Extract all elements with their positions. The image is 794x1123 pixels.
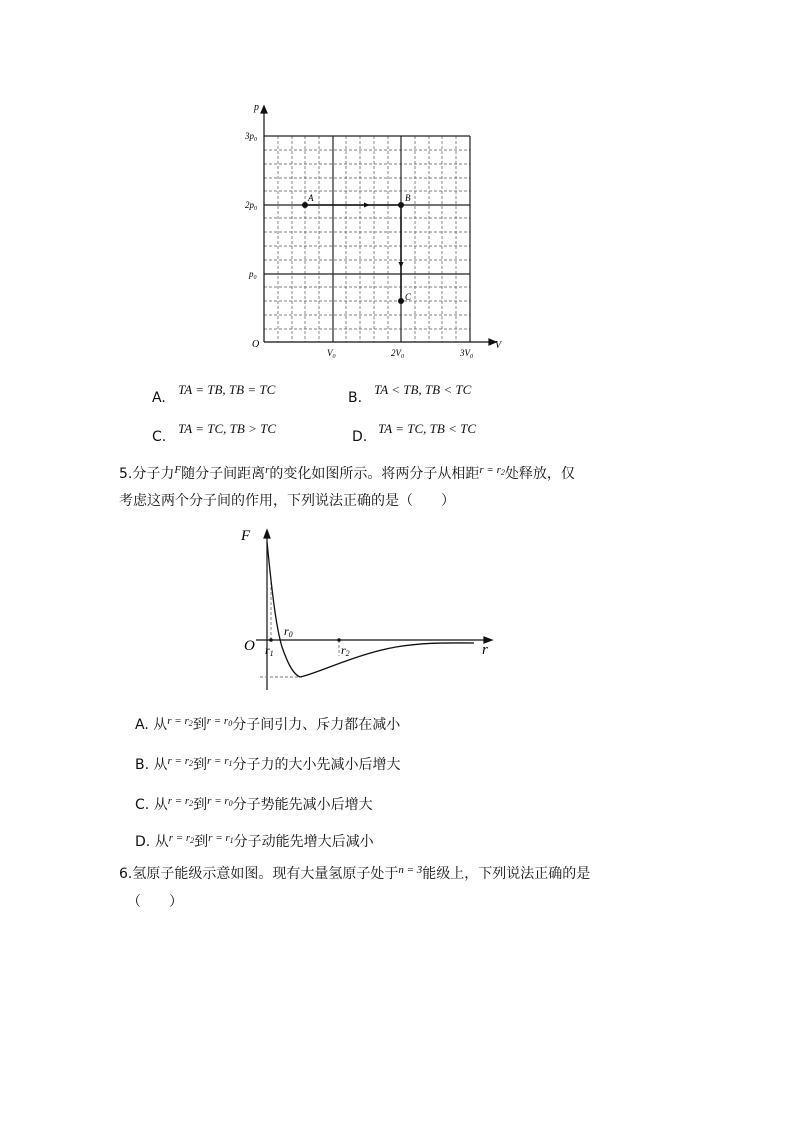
q5-option-a-prefix: 从 [153,717,168,733]
q4-option-a[interactable] [152,382,275,406]
q5-option-d-text: 分子动能先增大后减小 [233,834,374,850]
q5-number: 5. [119,466,133,482]
q6-symbol-n-eq-3: n = 3 [398,864,423,876]
force-x-label: r [482,642,488,658]
q6-text-b: 能级上，下列说法正确的是 [422,866,591,882]
q4-option-b[interactable] [348,382,471,406]
point-b [398,202,404,208]
q5-text-d: 处释放，仅 [504,466,575,482]
q4-option-d-letter: D. [352,429,368,445]
q4-option-d[interactable] [352,421,476,445]
force-r1-label: r1 [265,643,274,658]
minor-grid [264,136,470,342]
q4-option-a-letter: A. [152,390,166,406]
q5-option-a-text: 分子间引力、斥力都在减小 [232,717,401,733]
force-curve [267,542,474,677]
q5-option-b-from: r = r2 [167,755,193,768]
q4-option-c[interactable] [152,421,276,445]
q5-line1 [119,460,575,484]
force-guides [260,582,339,677]
force-point-r1 [269,638,273,642]
force-r0-label: r0 [284,624,293,639]
q4-option-c-text: TA = TC, TB > TC [178,421,276,436]
q4-option-b-letter: B. [348,390,363,406]
q5-option-c-letter: C. [135,797,150,813]
q5-option-b-to: r = r1 [207,755,233,768]
pv-point-a-label: A [308,193,314,203]
q6-text-a: 氢原子能级示意如图。现有大量氢原子处于 [132,866,399,882]
q5-option-d-prefix: 从 [154,834,169,850]
q5-option-b-mid: 到 [193,757,207,773]
force-point-r2 [337,638,341,642]
pv-y-tick-p0: $p_0$ [249,269,257,281]
q5-option-a-from: r = r2 [167,715,193,728]
q5-option-d-from: r = r2 [168,832,195,845]
pv-x-tick-3v0: $3V_0$ [460,348,473,360]
q5-text-a: 分子力 [132,466,175,482]
pv-point-c-label: C [405,292,412,302]
arrow-ab-icon [364,203,370,208]
q5-option-c-text: 分子势能先减小后增大 [232,797,373,813]
pv-origin-label: O [252,339,260,350]
force-y-label: F [241,528,251,544]
process-path [305,205,401,301]
q4-option-c-letter: C. [152,429,167,445]
q5-option-a-mid: 到 [192,717,207,733]
q5-option-b[interactable] [135,751,400,775]
q5-option-b-prefix: 从 [153,757,168,773]
q5-option-c-from: r = r2 [167,795,194,808]
pv-x-tick-v0: $V_0$ [327,348,336,360]
q4-option-d-text: TA = TC, TB < TC [378,421,476,436]
q5-option-b-letter: B. [135,757,150,773]
pv-graph [240,98,510,368]
q5-text-b: 随分子间距离 [181,466,266,482]
pv-x-tick-2v0: $2V_0$ [391,348,404,360]
q5-option-c-to: r = r0 [207,795,233,808]
q5-option-c[interactable] [135,791,373,815]
q6-line2: （ ） [127,894,183,910]
q5-option-c-mid: 到 [193,797,208,813]
q5-line2: 考虑这两个分子间的作用，下列说法正确的是（ ） [119,493,455,509]
point-c [398,298,404,304]
q5-symbol-f-text: F [174,464,182,476]
q5-option-a-to: r = r0 [206,715,233,728]
pv-x-axis-label: V [495,340,502,351]
q5-symbol-r-eq-r2: r = r2 [479,464,505,477]
q5-text-c: 的变化如图所示。将两分子从相距 [269,466,480,482]
q5-option-a[interactable] [135,711,400,735]
q5-symbol-r-text: r [265,464,270,476]
arrow-bc-icon [399,262,404,268]
q5-option-d-to: r = r1 [208,832,234,845]
pv-y-axis-label: p [254,102,259,113]
pv-y-tick-2p0: $2p_0$ [245,200,257,212]
force-axes [256,530,492,690]
q5-option-b-text: 分子力的大小先减小后增大 [232,757,401,773]
force-graph [236,522,498,692]
q5-option-a-letter: A. [135,717,149,733]
pv-point-b-label: B [405,193,411,203]
force-r2-label: r2 [341,643,350,658]
major-grid [264,136,470,342]
q5-option-d-mid: 到 [194,834,209,850]
q6-line1 [119,860,590,884]
q5-option-c-prefix: 从 [153,797,168,813]
q5-option-d-letter: D. [135,834,151,850]
q4-option-b-text: TA < TB, TB < TC [374,382,472,397]
q4-option-a-text: TA = TB, TB = TC [178,382,276,397]
axes [261,106,496,345]
q5-option-d[interactable] [135,828,374,852]
force-origin-label: O [244,638,255,654]
q6-number: 6. [119,866,133,882]
pv-y-tick-3p0: $3p_0$ [245,131,257,143]
